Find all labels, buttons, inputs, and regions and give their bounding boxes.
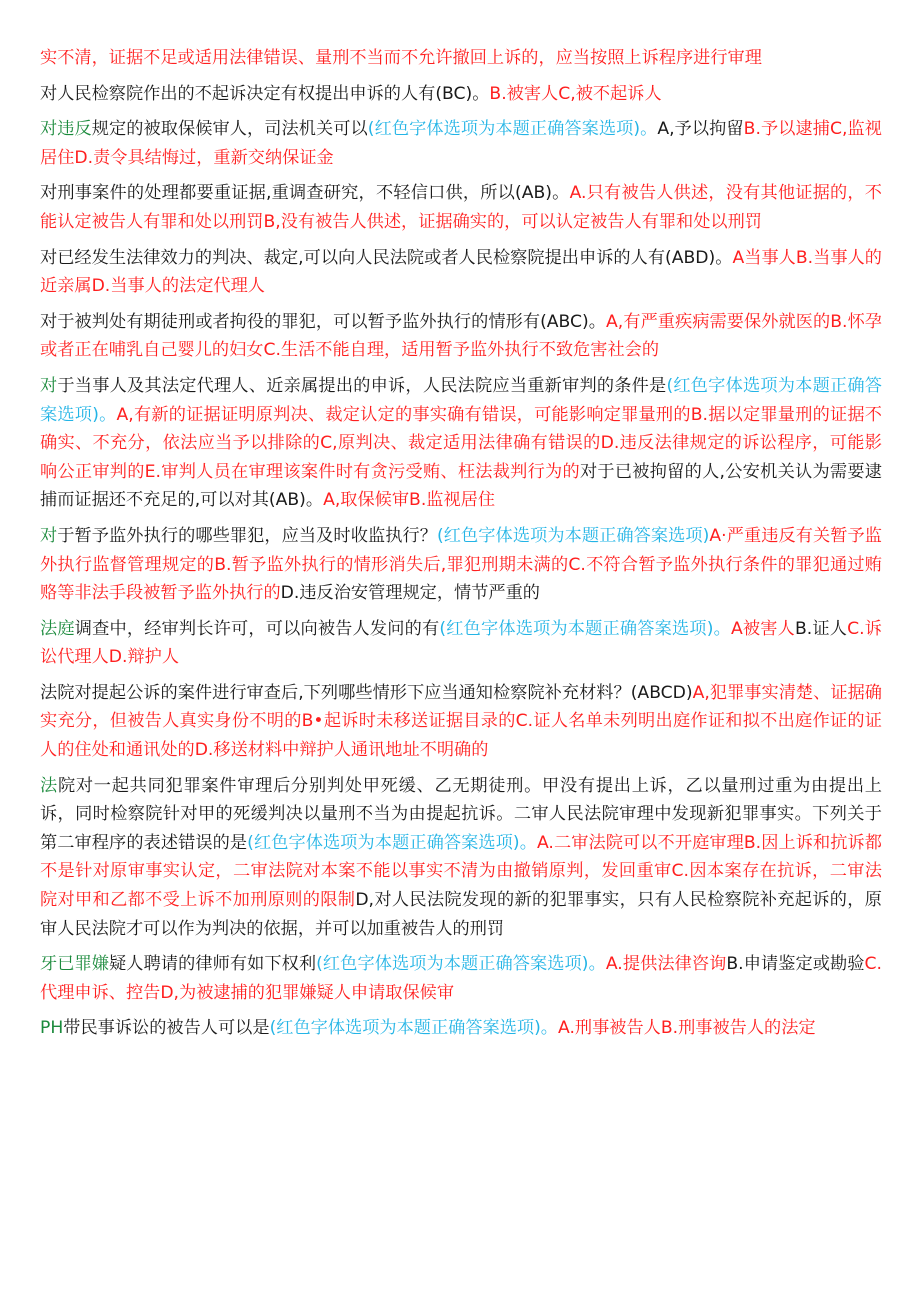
question-paragraph [40,80,882,109]
text-segment-red: A.刑事被告人B.刑事被告人的法定 [557,1018,816,1039]
text-segment-black: D,对人民法院发现的新的犯罪事实，只有人民检察院补充起诉的，原审人民法院才可以作为判决的依据，并可以加重被告人的刑罚 [40,890,882,939]
text-segment-green: 对 [40,525,58,546]
text-segment-cyan: (红色字体选项为本题正确答案选项)。 [367,119,658,140]
question-paragraph [40,950,882,1007]
question-paragraph [40,115,882,172]
question-paragraph [40,772,882,944]
text-segment-black: B.申请鉴定或勘验 [726,954,865,975]
text-segment-red: B.被害人C,被不起诉人 [489,83,662,104]
text-segment-red: C.代理申诉、控告D,为被逮捕的犯罪嫌疑人申请取保候审 [40,954,882,1003]
text-segment-red: C.诉讼代理人D.辩护人 [40,618,882,668]
question-paragraph [40,1014,882,1043]
text-segment-green: 牙已罪嫌 [40,954,110,975]
text-segment-black: B.证人 [794,618,848,639]
question-paragraph [40,615,882,672]
text-segment-black: 院对一起共同犯罪案件审理后分别判处甲死缓、乙无期徒刑。甲没有提出上诉，乙以量刑过重为由提出上诉，同时检察院针对甲的死缓判决以量刑不当为由提起抗诉。二审人民法院审理中发现新犯罪事实。下列关于第二审程序的表述错误的是 [40,775,882,853]
text-segment-green: 对违反 [40,119,92,140]
text-segment-red: B.予以逮捕C,监视居住D.责令具结悔过，重新交纳保证金 [40,119,882,168]
question-paragraph [40,522,882,608]
text-segment-black: 对人民检察院作出的不起诉决定有权提出申诉的人有(BC)。 [40,83,490,104]
text-segment-black: 规定的被取保候审人，司法机关可以 [91,119,368,140]
text-segment-cyan: (红色字体选项为本题正确答案选项)。 [269,1018,558,1039]
text-segment-black: 于当事人及其法定代理人、近亲属提出的申诉，人民法院应当重新审判的条件是 [57,375,667,396]
text-segment-red: 实不清，证据不足或适用法律错误、量刑不当而不允许撤回上诉的，应当按照上诉程序进行审理 [40,48,762,68]
text-segment-cyan: (红色字体选项为本题正确答案选项)。 [40,375,882,425]
text-segment-black: 对刑事案件的处理都要重证据,重调查研究，不轻信口供，所以(AB)。 [40,183,570,204]
text-segment-cyan: (红色字体选项为本题正确答案选项)。 [439,618,731,639]
text-segment-green: 法 [40,775,58,796]
text-segment-red: A,犯罪事实清楚、证据确实充分，但被告人真实身份不明的B•起诉时未移送证据目录的C.证人名单未列明出庭作证和拟不出庭作证的证人的住处和通讯处的D.移送材料中辩护人通讯地址不明确的 [40,682,882,761]
text-segment-black: 对于已被拘留的人,公安机关认为需要逮捕而证据还不充足的,可以对其(AB)。 [40,461,882,511]
text-segment-green: 对 [40,375,58,396]
text-segment-red: A.二审法院可以不开庭审理B.因上诉和抗诉都不是针对原审事实认定，二审法院对本案不能以事实不清为由撤销原判，发回重审C.因本案存在抗诉，二审法院对甲和乙都不受上诉不加刑原则的限制 [40,832,882,911]
text-segment-red: A当事人B.当事人的近亲属D.当事人的法定代理人 [40,247,882,297]
question-paragraph [40,44,882,73]
question-paragraph [40,179,882,236]
text-segment-green: PH [40,1018,64,1039]
text-segment-cyan: (红色字体选项为本题正确答案选项)。 [316,954,606,975]
question-paragraph [40,244,882,301]
text-segment-black: 于暂予监外执行的哪些罪犯，应当及时收监执行？ [57,525,437,546]
text-segment-cyan: (红色字体选项为本题正确答案选项) [437,525,710,546]
text-segment-black: 对于被判处有期徒刑或者拘役的罪犯，可以暂予监外执行的情形有(ABC)。 [40,311,607,332]
question-paragraph [40,308,882,365]
text-segment-black: A,予以拘留 [657,119,744,140]
text-segment-black: 疑人聘请的律师有如下权利 [109,954,317,975]
text-segment-black: 法院对提起公诉的案件进行审查后,下列哪些情形下应当通知检察院补充材料？(ABCD) [40,682,693,703]
text-segment-red: A,有新的证据证明原判决、裁定认定的事实确有错误，可能影响定罪量刑的B.据以定罪量刑的证据不确实、不充分，依法应当予以排除的C,原判决、裁定适用法律确有错误的D.违反法律规定的诉讼程序，可能影响公正审判的E.审判人员在审理该案件时有贪污受贿、枉法裁判行为的 [40,404,882,482]
question-paragraph [40,679,882,765]
text-segment-black: 对已经发生法律效力的判决、裁定,可以向人民法院或者人民检察院提出申诉的人有(ABD)。 [40,247,733,268]
text-segment-cyan: (红色字体选项为本题正确答案选项)。 [247,832,537,853]
question-paragraph [40,372,882,515]
text-segment-red: A.提供法律咨询 [605,954,727,975]
text-segment-red: A,有严重疾病需要保外就医的B.怀孕或者正在哺乳自己婴儿的妇女C.生活不能自理，适用暂予监外执行不致危害社会的 [40,311,882,361]
text-segment-red: A.只有被告人供述，没有其他证据的，不能认定被告人有罪和处以刑罚B,没有被告人供述，证据确实的，可以认定被告人有罪和处以刑罚 [40,183,882,232]
text-segment-black: 调查中，经审判长许可，可以向被告人发问的有 [74,618,440,639]
text-segment-black: 带民事诉讼的被告人可以是 [63,1018,270,1039]
text-segment-red: A,取保候审B.监视居住 [323,490,496,511]
text-segment-red: A·严重违反有关暂予监外执行监督管理规定的B.暂予监外执行的情形消失后,罪犯刑期未满的C.不符合暂予监外执行条件的罪犯通过贿赂等非法手段被暂予监外执行的 [40,525,882,604]
text-segment-red: A被害人 [730,618,795,639]
text-segment-black: D.违反治安管理规定，情节严重的 [280,583,540,604]
text-segment-green: 法庭 [40,618,75,639]
